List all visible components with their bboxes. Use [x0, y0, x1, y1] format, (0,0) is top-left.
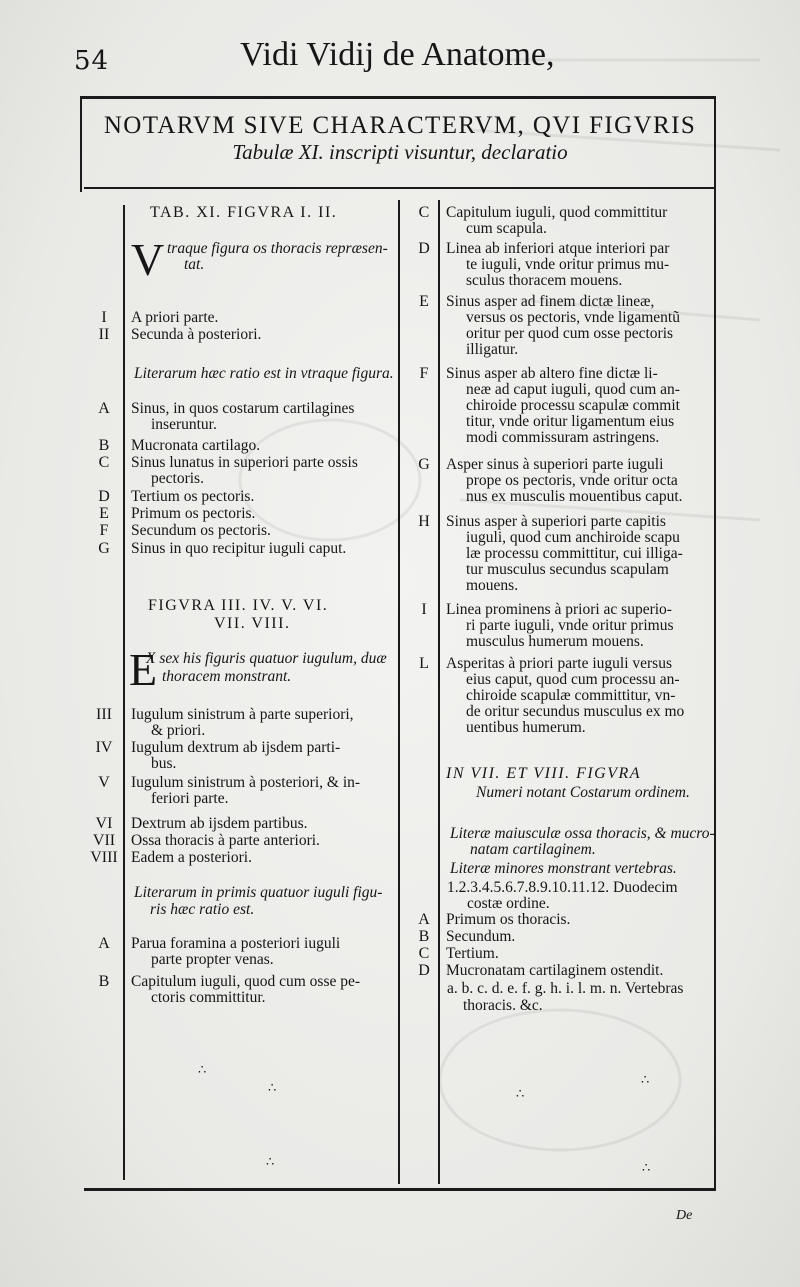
- letter-item-text: pectoris.: [151, 470, 204, 487]
- running-head: Vidi Vidij de Anatome,: [240, 36, 555, 73]
- letter-item-label: I: [421, 601, 427, 618]
- letter-item-label: G: [418, 456, 430, 473]
- figure-item-text: feriori parte.: [151, 790, 229, 807]
- letter-item-text: illigatur.: [466, 341, 519, 358]
- figure-item-label: III: [96, 706, 112, 723]
- letter-item-text: chiroide scapulæ committitur, vn-: [466, 687, 676, 704]
- letter-item-text: tur musculus secundus scapulam: [466, 561, 669, 578]
- note-text: natam cartilaginem.: [470, 841, 596, 858]
- letter-item-label: A: [98, 400, 110, 417]
- letter-item-text: Tertium os pectoris.: [131, 488, 255, 505]
- section-subheading: Numeri notant Costarum ordinem.: [476, 784, 690, 801]
- letter-item-label: L: [419, 655, 429, 672]
- letter-item-text: Mucronatam cartilaginem ostendit.: [446, 962, 664, 979]
- ornament-dots: ∴: [642, 1160, 651, 1175]
- letter-item-text: versus os pectoris, vnde ligamentũ: [466, 309, 680, 326]
- letter-item-label: A: [98, 935, 110, 952]
- letter-item-label: H: [418, 513, 430, 530]
- figure-item-text: bus.: [151, 755, 177, 772]
- page-subtitle: Tabulæ XI. inscripti visuntur, declaratio: [232, 140, 568, 164]
- letter-item-text: Capitulum iuguli, quod committitur: [446, 204, 668, 221]
- letter-item-label: D: [418, 240, 430, 257]
- letter-item-text: ctoris committitur.: [151, 989, 266, 1006]
- letter-item-label: C: [418, 945, 430, 962]
- frame-right-rule: [714, 96, 716, 1190]
- letter-item-text: Secundum.: [446, 928, 516, 945]
- letter-item-text: mouens.: [466, 577, 519, 594]
- ornament-dots: ∴: [198, 1062, 207, 1077]
- figure-item-label: VII: [92, 832, 116, 849]
- figure-item-label: VIII: [90, 849, 118, 866]
- drop-cap: E: [129, 644, 158, 695]
- letter-item-label: E: [419, 293, 429, 310]
- letter-item-label: F: [99, 522, 109, 539]
- letter-item-text: Sinus in quo recipitur iuguli caput.: [131, 540, 347, 557]
- note-text: Literarum in primis quatuor iuguli figu-: [134, 884, 383, 901]
- left-label-rule: [123, 205, 125, 1180]
- letter-item-text: Sinus asper ad finem dictæ lineæ,: [446, 293, 655, 310]
- column-divider-rule: [398, 200, 400, 1184]
- ornament-dots: ∴: [641, 1072, 650, 1087]
- figure-item-text: A priori parte.: [131, 309, 219, 326]
- letter-item-label: B: [98, 437, 110, 454]
- rib-numbers-text: costæ ordine.: [467, 895, 550, 912]
- letter-item-text: neæ ad caput iuguli, quod cum an-: [466, 381, 680, 398]
- letter-item-text: chiroide processu scapulæ commit: [466, 397, 680, 414]
- letter-item-label: A: [418, 911, 430, 928]
- figure-item-text: Ossa thoracis à parte anteriori.: [131, 832, 320, 849]
- letter-item-text: Sinus lunatus in superiori parte ossis: [131, 454, 358, 471]
- figure-item-text: Eadem a posteriori.: [131, 849, 252, 866]
- letter-item-text: Secundum os pectoris.: [131, 522, 271, 539]
- letter-item-text: uentibus humerum.: [466, 719, 586, 736]
- frame-top-rule: [80, 96, 716, 99]
- page-title: NOTARVM SIVE CHARACTERVM, QVI FIGVRIS: [103, 112, 697, 139]
- letter-item-text: Sinus asper ab altero fine dictæ li-: [446, 365, 658, 382]
- letter-item-label: C: [418, 204, 430, 221]
- page-number: 54: [74, 46, 110, 76]
- letter-item-text: læ processu committitur, cui illiga-: [466, 545, 683, 562]
- letter-item-text: Linea prominens à priori ac superio-: [446, 601, 672, 618]
- figure-item-text: Secunda à posteriori.: [131, 326, 262, 343]
- letter-item-text: Capitulum iuguli, quod cum osse pe-: [131, 973, 361, 990]
- letter-item-text: Asper sinus à superiori parte iuguli: [446, 456, 664, 473]
- letter-item-text: Sinus, in quos costarum cartilagines: [131, 400, 355, 417]
- letter-item-text: te iuguli, vnde oritur primus mu-: [466, 256, 670, 273]
- letter-item-text: iuguli, quod cum anchiroide scapu: [466, 529, 680, 546]
- section-heading: FIGVRA III. IV. V. VI.: [148, 597, 329, 614]
- letter-item-text: musculus humerum mouens.: [466, 633, 644, 650]
- letter-item-label: B: [98, 973, 110, 990]
- letter-item-text: Primum os pectoris.: [131, 505, 256, 522]
- figure-item-text: & priori.: [151, 722, 206, 739]
- right-label-rule: [438, 200, 440, 1184]
- letter-item-text: cum scapula.: [466, 220, 547, 237]
- letter-item-text: oritur per quod cum osse pectoris: [466, 325, 674, 342]
- figure-item-label: V: [98, 774, 110, 791]
- catchword: De: [676, 1208, 693, 1223]
- figure-item-text: Dextrum ab ijsdem partibus.: [131, 815, 308, 832]
- intro-text: X sex his figuris quatuor iugulum, duæ: [146, 650, 387, 667]
- intro-text: thoracem monstrant.: [162, 668, 292, 685]
- letter-item-text: Parua foramina a posteriori iuguli: [131, 935, 341, 952]
- letter-item-text: inseruntur.: [151, 416, 217, 433]
- letter-item-text: modi commissuram astringens.: [466, 429, 660, 446]
- letter-item-text: nus ex musculis mouentibus caput.: [466, 488, 683, 505]
- letter-item-label: C: [98, 454, 110, 471]
- letter-item-text: Tertium.: [446, 945, 499, 962]
- letter-item-text: Primum os thoracis.: [446, 911, 571, 928]
- intro-text: traque figura os thoracis repræsen-: [167, 240, 388, 257]
- rib-numbers-text: 1.2.3.4.5.6.7.8.9.10.11.12. Duodecim: [447, 879, 678, 896]
- figure-item-label: IV: [95, 739, 113, 756]
- letter-item-text: titur, vnde oritur ligamentum eius: [466, 413, 675, 430]
- frame-bottom-rule: [84, 1188, 716, 1191]
- figure-item-label: II: [98, 326, 110, 343]
- ornament-dots: ∴: [266, 1154, 275, 1169]
- vertebrae-text: a. b. c. d. e. f. g. h. i. l. m. n. Vertebras: [447, 980, 684, 997]
- note-text: ris hæc ratio est.: [150, 901, 255, 918]
- letter-item-text: eius caput, quod cum processu an-: [466, 671, 680, 688]
- note-text: Literarum hæc ratio est in vtraque figura.: [134, 365, 394, 382]
- figure-item-label: VI: [95, 815, 113, 832]
- letter-item-text: de oritur secundus musculus ex mo: [466, 703, 685, 720]
- letter-item-label: B: [418, 928, 430, 945]
- letter-item-text: Sinus asper à superiori parte capitis: [446, 513, 666, 530]
- note-text: Literæ minores monstrant vertebras.: [450, 860, 677, 877]
- heading-rule: [84, 187, 714, 189]
- figure-item-text: Iugulum sinistrum à posteriori, & in-: [131, 774, 361, 791]
- section-heading: VII. VIII.: [214, 615, 291, 632]
- section-heading: TAB. XI. FIGVRA I. II.: [150, 204, 338, 221]
- frame-left-rule: [80, 96, 82, 192]
- intro-text: tat.: [184, 256, 205, 273]
- letter-item-label: G: [98, 540, 110, 557]
- drop-cap: V: [131, 234, 165, 285]
- letter-item-text: prope os pectoris, vnde oritur octa: [466, 472, 678, 489]
- letter-item-text: Mucronata cartilago.: [131, 437, 261, 454]
- vertebrae-text: thoracis. &c.: [463, 997, 543, 1014]
- letter-item-label: F: [419, 365, 429, 382]
- section-heading: IN VII. ET VIII. FIGVRA: [446, 765, 642, 782]
- ornament-dots: ∴: [268, 1080, 277, 1095]
- letter-item-text: Asperitas à priori parte iuguli versus: [446, 655, 672, 672]
- letter-item-text: ri parte iuguli, vnde oritur primus: [466, 617, 674, 634]
- note-text: Literæ maiusculæ ossa thoracis, & mucro-: [450, 825, 715, 842]
- letter-item-text: Linea ab inferiori atque interiori par: [446, 240, 670, 257]
- letter-item-text: parte propter venas.: [151, 951, 274, 968]
- figure-item-text: Iugulum sinistrum à parte superiori,: [131, 706, 354, 723]
- letter-item-text: sculus thoracem mouens.: [466, 272, 623, 289]
- letter-item-label: E: [99, 505, 109, 522]
- ornament-dots: ∴: [516, 1086, 525, 1101]
- letter-item-label: D: [98, 488, 110, 505]
- letter-item-label: D: [418, 962, 430, 979]
- figure-item-text: Iugulum dextrum ab ijsdem parti-: [131, 739, 341, 756]
- figure-item-label: I: [101, 309, 107, 326]
